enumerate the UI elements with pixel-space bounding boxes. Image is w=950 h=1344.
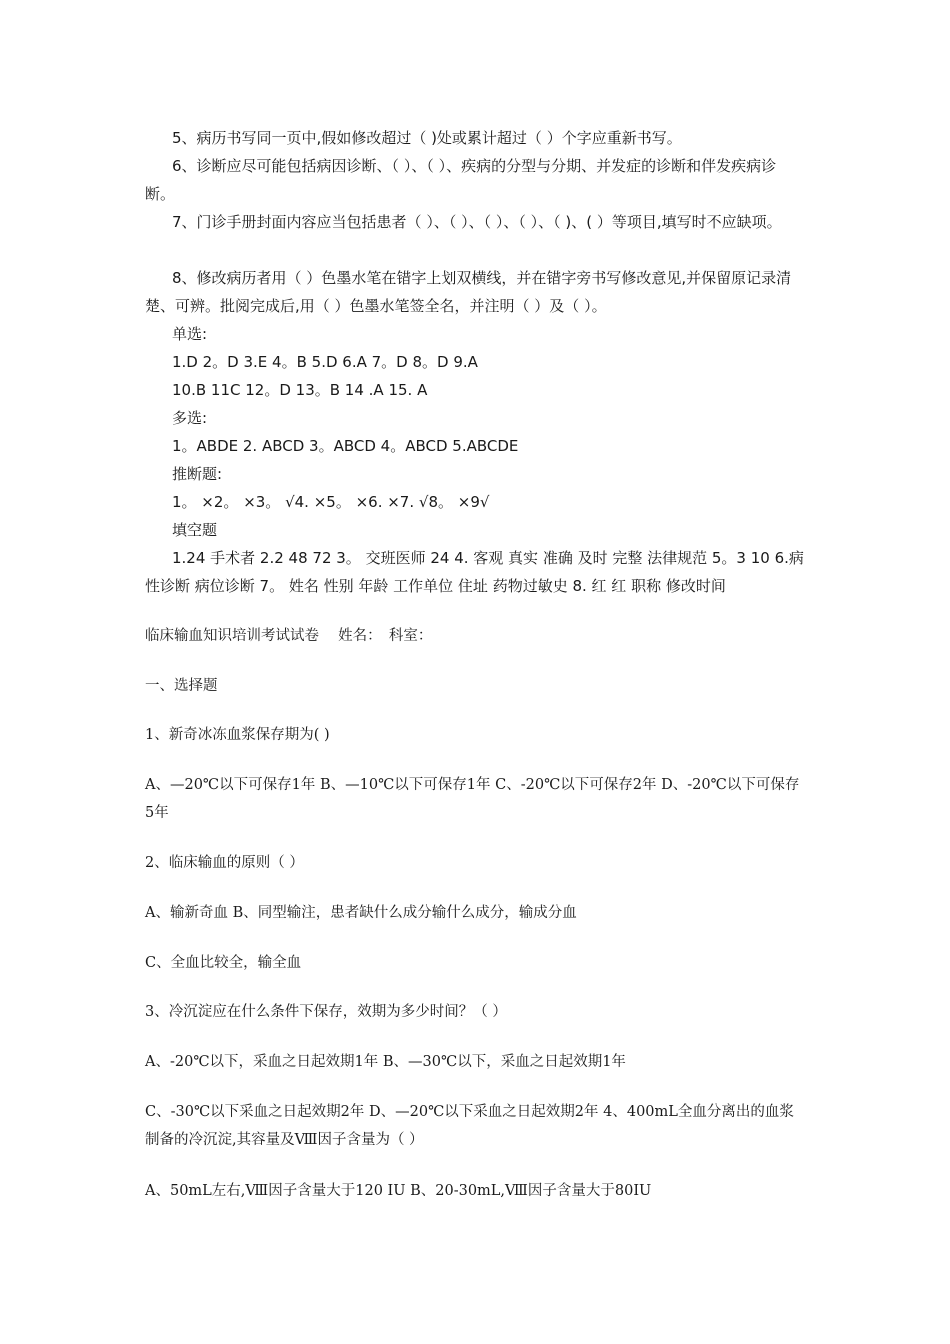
- question-3-options-ab: A、-20℃以下，采血之日起效期1年 B、—30℃以下，采血之日起效期1年: [145, 1054, 626, 1070]
- section-heading: 一、选择题: [145, 678, 218, 694]
- question-2-option-c: C、全血比较全，输全血: [145, 955, 302, 971]
- exam-title: 临床输血知识培训考试试卷 姓名： 科室：: [145, 628, 433, 644]
- question-4-options-ab: A、50mL左右,Ⅷ因子含量大于120 IU B、20-30mL,Ⅷ因子含量大于80IU: [145, 1183, 652, 1199]
- single-choice-answers-2: 10.B 11C 12。D 13。B 14 .A 15. A: [172, 381, 428, 399]
- single-choice-answers-1: 1.D 2。D 3.E 4。B 5.D 6.A 7。D 8。D 9.A: [172, 353, 478, 371]
- fill-blank-answers: 1.24 手术者 2.2 48 72 3。 交班医师 24 4. 客观 真实 准确 及时 完整 法律规范 5。3 10 6.病性诊断 病位诊断 7。 姓名 性别 年龄 工作单位 住址 药物过敏史 8. 红 红 职称 修改时间: [145, 549, 804, 595]
- single-choice-label: 单选:: [172, 325, 208, 343]
- judgement-answers: 1。 ×2。 ×3。 √4. ×5。 ×6. ×7. √8。 ×9√: [172, 493, 490, 511]
- fill-question-5: 5、病历书写同一页中,假如修改超过（ )处或累计超过（ ）个字应重新书写。: [172, 129, 682, 147]
- question-1-options: A、—20℃以下可保存1年 B、—10℃以下可保存1年 C、-20℃以下可保存2年 D、-20℃以下可保存5年: [145, 777, 800, 821]
- question-1: 1、新奇冰冻血浆保存期为( ): [145, 727, 330, 743]
- fill-question-7: 7、门诊手册封面内容应当包括患者（ ）、（ ）、（ ）、（ ）、（ )、( ）等项目,填写时不应缺项。: [172, 213, 782, 231]
- question-3-options-cd-question-4: C、-30℃以下采血之日起效期2年 D、—20℃以下采血之日起效期2年 4、400mL全血分离出的血浆制备的冷沉淀,其容量及Ⅷ因子含量为（ ）: [145, 1104, 794, 1148]
- fill-question-6: 6、诊断应尽可能包括病因诊断、（ ）、（ ）、疾病的分型与分期、并发症的诊断和伴发疾病诊断。: [145, 157, 777, 203]
- fill-question-8: 8、修改病历者用（ ）色墨水笔在错字上划双横线，并在错字旁书写修改意见,并保留原记录清楚、可辨。批阅完成后,用（ ）色墨水笔签全名，并注明（ ）及（ ）。: [145, 269, 792, 315]
- multi-choice-label: 多选:: [172, 409, 208, 427]
- multi-choice-answers: 1。ABDE 2. ABCD 3。ABCD 4。ABCD 5.ABCDE: [172, 437, 519, 455]
- question-2-options-ab: A、输新奇血 B、同型输注，患者缺什么成分输什么成分，输成分血: [145, 905, 577, 921]
- judgement-label: 推断题:: [172, 465, 223, 483]
- question-3: 3、冷沉淀应在什么条件下保存，效期为多少时间？（ ）: [145, 1004, 507, 1020]
- question-2: 2、临床输血的原则（ ）: [145, 855, 304, 871]
- fill-blank-label: 填空题: [172, 521, 218, 539]
